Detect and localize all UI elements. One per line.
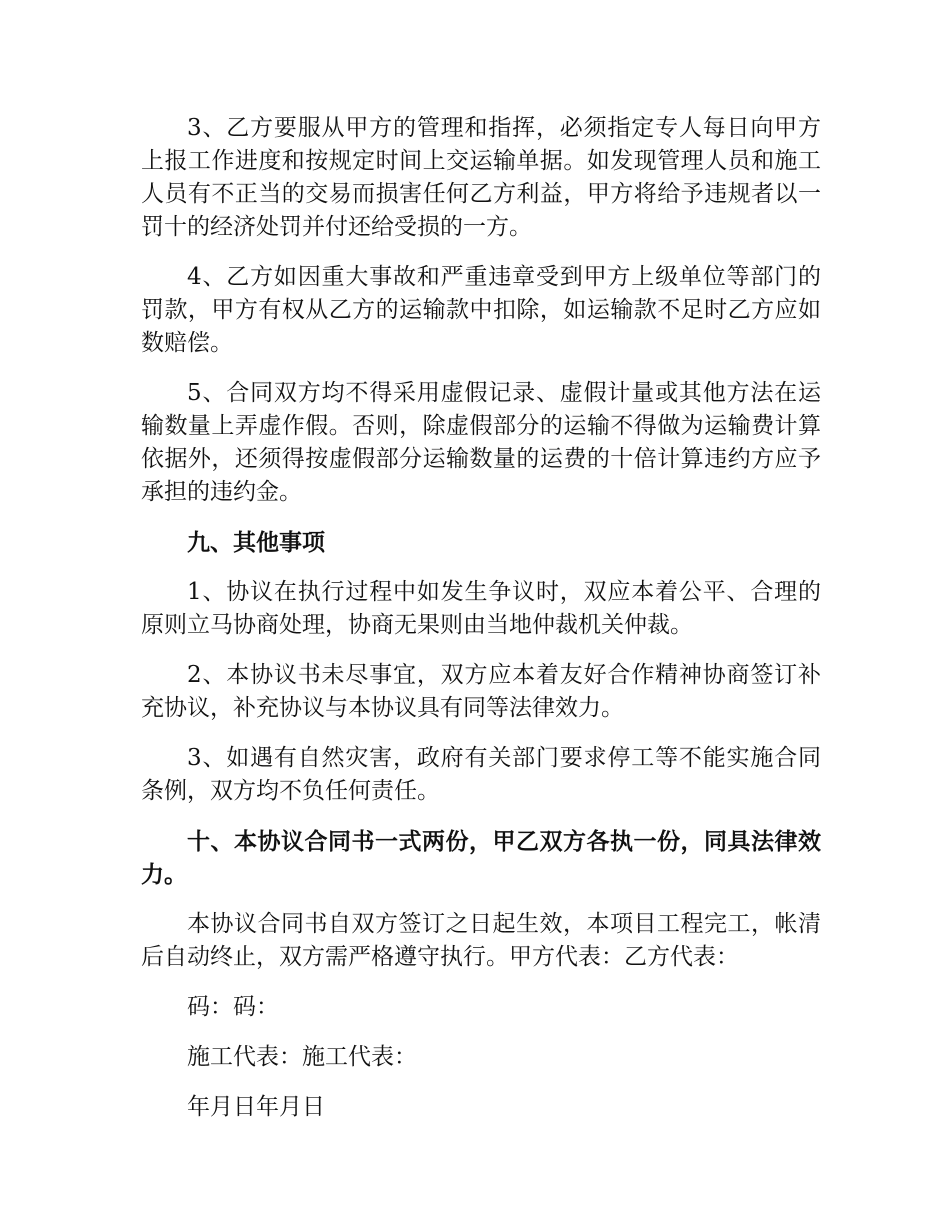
clause-8-5: 5、合同双方均不得采用虚假记录、虚假计量或其他方法在运输数量上弄虚作假。否则，除虚假部分的运输不得做为运输费计算依据外，还须得按虚假部分运输数量的运费的十倍计算违约方应予承担的违约金。 — [141, 380, 821, 505]
construction-representative-line: 施工代表：施工代表： — [187, 1044, 417, 1070]
clause-9-1: 1、协议在执行过程中如发生争议时，双应本着公平、合理的原则立马协商处理，协商无果则由当地仲裁机关仲裁。 — [141, 579, 821, 638]
clause-8-4: 4、乙方如因重大事故和严重违章受到甲方上级单位等部门的罚款，甲方有权从乙方的运输款中扣除，如运输款不足时乙方应如数赔偿。 — [141, 264, 821, 356]
code-line: 码：码： — [187, 994, 279, 1020]
section-9-heading: 九、其他事项 — [187, 529, 325, 556]
date-line: 年月日年月日 — [187, 1094, 325, 1120]
clause-9-3: 3、如遇有自然灾害，政府有关部门要求停工等不能实施合同条例，双方均不负任何责任。 — [141, 745, 821, 804]
document-body — [141, 112, 821, 1141]
clause-8-3: 3、乙方要服从甲方的管理和指挥，必须指定专人每日向甲方上报工作进度和按规定时间上交运输单据。如发现管理人员和施工人员有不正当的交易而损害任何乙方利益，甲方将给予违规者以一罚十的经济处罚并付还给受损的一方。 — [141, 115, 821, 240]
effective-clause: 本协议合同书自双方签订之日起生效，本项目工程完工，帐清后自动终止，双方需严格遵守执行。甲方代表：乙方代表： — [141, 911, 821, 970]
clause-9-2: 2、本协议书未尽事宜，双方应本着友好合作精神协商签订补充协议，补充协议与本协议具有同等法律效力。 — [141, 662, 821, 721]
section-10-heading: 十、本协议合同书一式两份，甲乙双方各执一份，同具法律效力。 — [141, 828, 821, 888]
